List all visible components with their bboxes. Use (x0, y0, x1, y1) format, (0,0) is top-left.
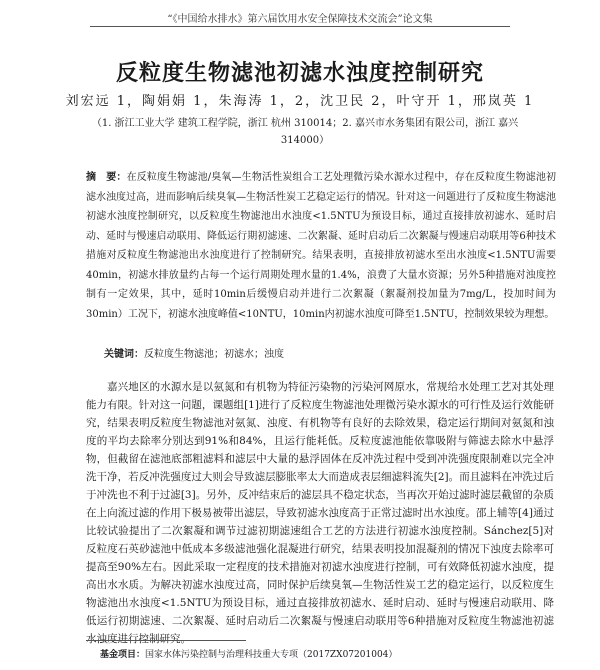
abstract (86, 168, 556, 324)
keywords-text: 反粒度生物滤池；初滤水；浊度 (144, 349, 284, 360)
abstract-text: 在反粒度生物滤池/臭氧—生物活性炭组合工艺处理微污染水源水过程中，存在反粒度生物滤池初滤水浊度过高，进而影响后续臭氧—生物活性炭工艺稳定运行的情况。针对这一问题进行了反粒度生物滤池初滤水浊度控制研究，以反粒度生物滤池出水浊度<1.5NTU为预设目标，通过直接排放初滤水、延时启动、延时与慢速启动联用、降低运行期初滤速、二次絮凝、延时启动后二次絮凝与慢速启动联用等6种技术措施对反粒度生物滤池出水浊度进行了控制研究。结果表明，直接排放初滤水至出水浊度<1.5NTU需要40min，初滤水排放量约占每一个运行周期处理水量的1.4%，浪费了大量水资源；另外5种措施对浊度控制有一定效果，其中，延时10min后缓慢启动并进行二次絮凝（絮凝剂投加量为7mg/L，投加时间为30min）工况下，初滤水浊度峰值<10NTU，10min内初滤水浊度可降至1.5NTU，控制效果较为理想。 (86, 172, 556, 320)
affiliations: （1. 浙江工业大学 建筑工程学院，浙江 杭州 310014；2. 嘉兴市水务集团有限公司，浙江 嘉兴 314000） (91, 118, 519, 146)
footnote-label: 基金项目： (100, 650, 146, 660)
body-paragraph: 嘉兴地区的水源水是以氨氮和有机物为特征污染物的污染河网原水，常规给水处理工艺对其处理能力有限。针对这一问题，课题组[1]进行了反粒度生物滤池处理微污染水源水的可行性及运行效能研究，结果表明反粒度生物滤池对氨氮、浊度、有机物等有良好的去除效果，稳定运行期间对氨氮和浊度的平均去除率分别达到91%和84%，且运行能耗低。反粒度滤池能依靠吸附与筛滤去除水中悬浮物，但截留在滤池底部粗滤料和滤层中大量的悬浮固体在反冲洗过程中受到冲洗强度限制难以完全冲洗干净，若反冲洗强度过大则会导致滤层膨胀率太大而造成表层细滤料流失[2]。而且滤料在冲洗过后于冲洗也不利于过滤[3]。另外，反冲结束后的滤层具不稳定状态，当再次开始过滤时滤层截留的杂质在上向流过滤的作用下极易被带出滤层，导致初滤水浊度高于正常过滤时出水浊度。邵上辅等[4]通过比较试验提出了二次絮凝和调节过滤初期滤速组合工艺的方法进行初滤水浊度控制。Sánchez[5]对反粒度石英砂滤池中低成本多级滤池强化混凝进行研究，结果表明投加混凝剂的情况下浊度去除率可提高至90%左右。因此采取一定程度的技术措施对初滤水浊度进行控制，可有效降低初滤水浊度，提高出水水质。为解决初滤水浊度过高，同时保护后续臭氧—生物活性炭工艺的稳定运行，以反粒度生物滤池出水浊度<1.5NTU为预设目标，通过直接排放初滤水、延时启动、延时与慢速启动联用、降低运行初期滤速、二次絮凝、延时启动后二次絮凝与慢速启动联用等6种措施对反粒度生物滤池初滤水浊度进行控制研究。 (86, 381, 554, 645)
funding-footnote (100, 647, 560, 660)
keywords-label: 关键词： (104, 349, 144, 360)
abstract-label: 摘 要： (86, 172, 127, 183)
header-divider (90, 26, 510, 27)
paper-title: 反粒度生物滤池初滤水浊度控制研究 (115, 61, 484, 86)
footnote-divider (86, 640, 246, 641)
footnote-text: 国家水体污染控制与治理科技重大专项（2017ZX07201004） (145, 650, 398, 660)
author-list: 刘宏远 1，陶娟娟 1，朱海涛 1，2，沈卫民 2，叶守开 1，邢岚英 1 (65, 94, 535, 109)
conference-header: “《中国给水排水》第六届饮用水安全保障技术交流会”论文集 (167, 14, 433, 25)
keywords (104, 345, 556, 360)
